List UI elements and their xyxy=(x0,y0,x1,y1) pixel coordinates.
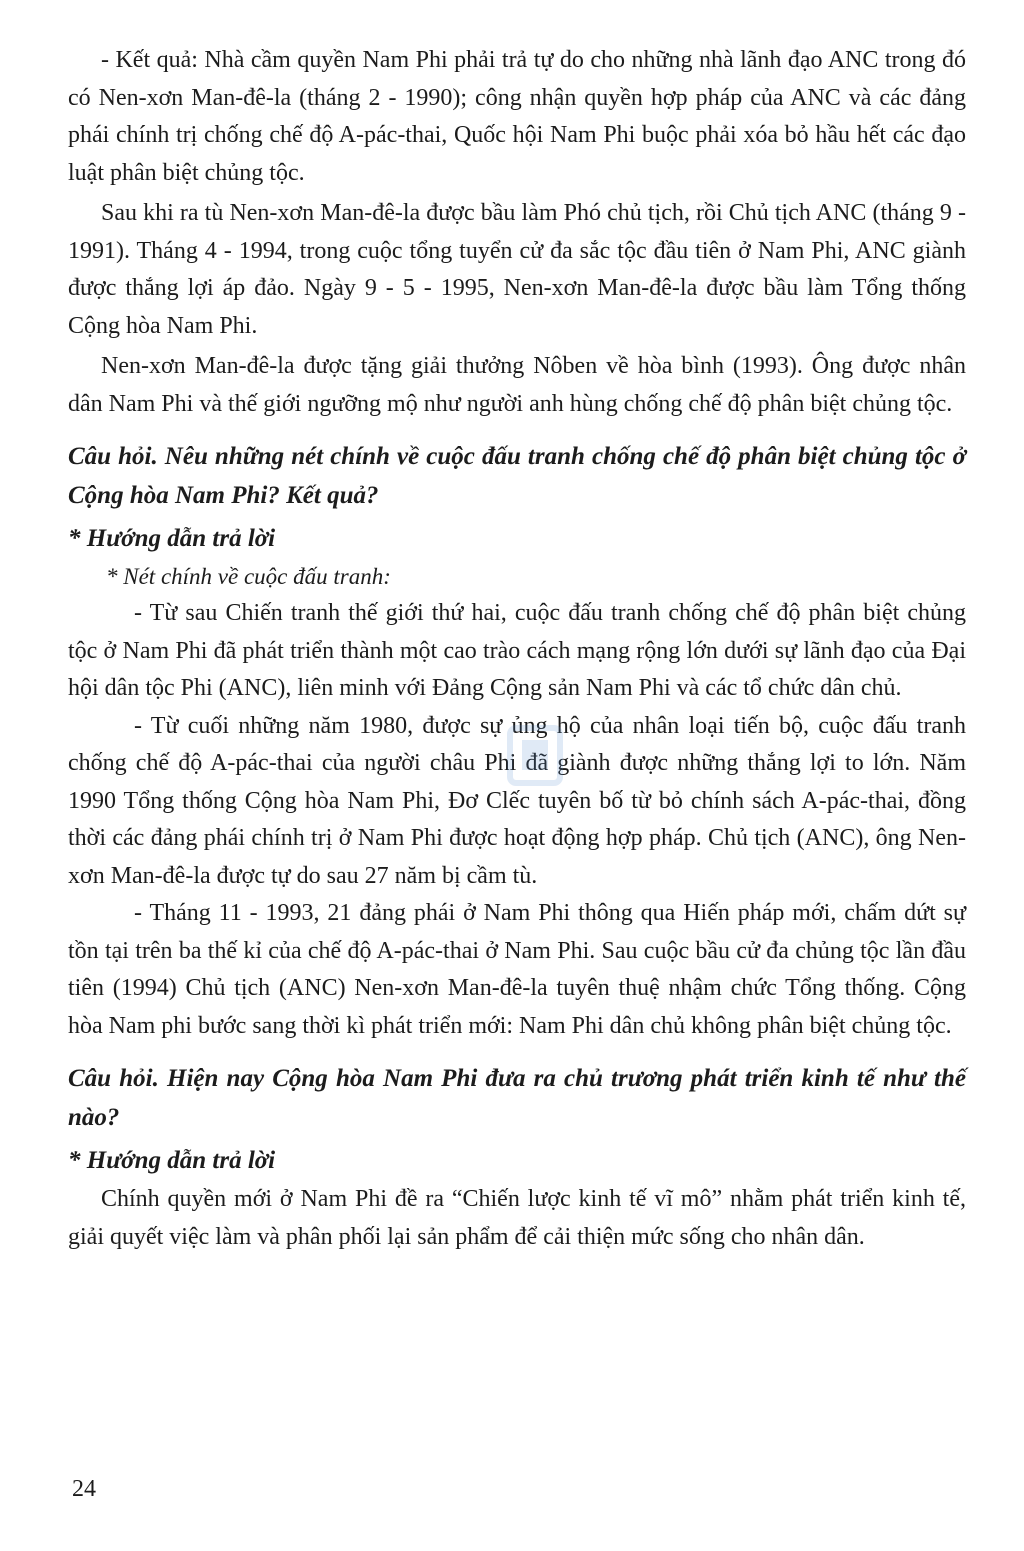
page-content xyxy=(68,42,966,1256)
answer-paragraph-2: - Từ cuối những năm 1980, được sự ủng hộ của nhân loại tiến bộ, cuộc đấu tranh chống chế độ A-pác-thai của người châu Phi đã giành được những thắng lợi to lớn. Năm 1990 Tổng thống Cộng hòa Nam Phi, Đơ Clếc tuyên bố từ bỏ chính sách A-pác-thai, đồng thời các đảng phái chính trị ở Nam Phi được hoạt động hợp pháp. Chủ tịch (ANC), ông Nen-xơn Man-đê-la được tự do sau 27 năm bị cầm tù. xyxy=(68,712,966,889)
page-number: 24 xyxy=(72,1476,96,1502)
answer-paragraph-3: - Tháng 11 - 1993, 21 đảng phái ở Nam Phi thông qua Hiến pháp mới, chấm dứt sự tồn tại trên ba thế kỉ của chế độ A-pác-thai ở Nam Phi. Sau cuộc bầu cử đa chủng tộc lần đầu tiên (1994) Chủ tịch (ANC) Nen-xơn Man-đê-la tuyên thuệ nhậm chức Tổng thống. Cộng hòa Nam phi bước sang thời kì phát triển mới: Nam Phi dân chủ không phân biệt chủng tộc. xyxy=(68,900,966,1039)
answer-guide-heading-1: * Hướng dẫn trả lời xyxy=(68,525,276,552)
answer-guide-heading-2: * Hướng dẫn trả lời xyxy=(68,1147,276,1174)
question-heading-2: Câu hỏi. Hiện nay Cộng hòa Nam Phi đưa ra chủ trương phát triển kinh tế như thế nào? xyxy=(68,1065,966,1131)
answer-paragraph-economy: Chính quyền mới ở Nam Phi đề ra “Chiến lược kinh tế vĩ mô” nhằm phát triển kinh tế, giải quyết việc làm và phân phối lại sản phẩm để cải thiện mức sống cho nhân dân. xyxy=(68,1186,966,1250)
paragraph-mandela-president: Sau khi ra tù Nen-xơn Man-đê-la được bầu làm Phó chủ tịch, rồi Chủ tịch ANC (tháng 9 - 1991). Tháng 4 - 1994, trong cuộc tổng tuyển cử đa sắc tộc đầu tiên ở Nam Phi, ANC giành được thắng lợi áp đảo. Ngày 9 - 5 - 1995, Nen-xơn Man-đê-la được bầu làm Tổng thống Cộng hòa Nam Phi. xyxy=(68,200,966,339)
paragraph-nobel-prize: Nen-xơn Man-đê-la được tặng giải thưởng Nôben về hòa bình (1993). Ông được nhân dân Nam Phi và thế giới ngưỡng mộ như người anh hùng chống chế độ phân biệt chủng tộc. xyxy=(68,353,966,417)
answer-paragraph-1: - Từ sau Chiến tranh thế giới thứ hai, cuộc đấu tranh chống chế độ phân biệt chủng tộc ở Nam Phi đã phát triển thành một cao trào cách mạng rộng lớn dưới sự lãnh đạo của Đại hội dân tộc Phi (ANC), liên minh với Đảng Cộng sản Nam Phi và các tổ chức dân chủ. xyxy=(68,600,966,701)
question-heading-1: Câu hỏi. Nêu những nét chính về cuộc đấu tranh chống chế độ phân biệt chủng tộc ở Cộng hòa Nam Phi? Kết quả? xyxy=(68,443,966,509)
subheading-main-points: * Nét chính về cuộc đấu tranh: xyxy=(106,564,391,589)
paragraph-result: - Kết quả: Nhà cầm quyền Nam Phi phải trả tự do cho những nhà lãnh đạo ANC trong đó có Nen-xơn Man-đê-la (tháng 2 - 1990); công nhận quyền hợp pháp của ANC và các đảng phái chính trị chống chế độ A-pác-thai, Quốc hội Nam Phi buộc phải xóa bỏ hầu hết các đạo luật phân biệt chủng tộc. xyxy=(68,47,966,186)
